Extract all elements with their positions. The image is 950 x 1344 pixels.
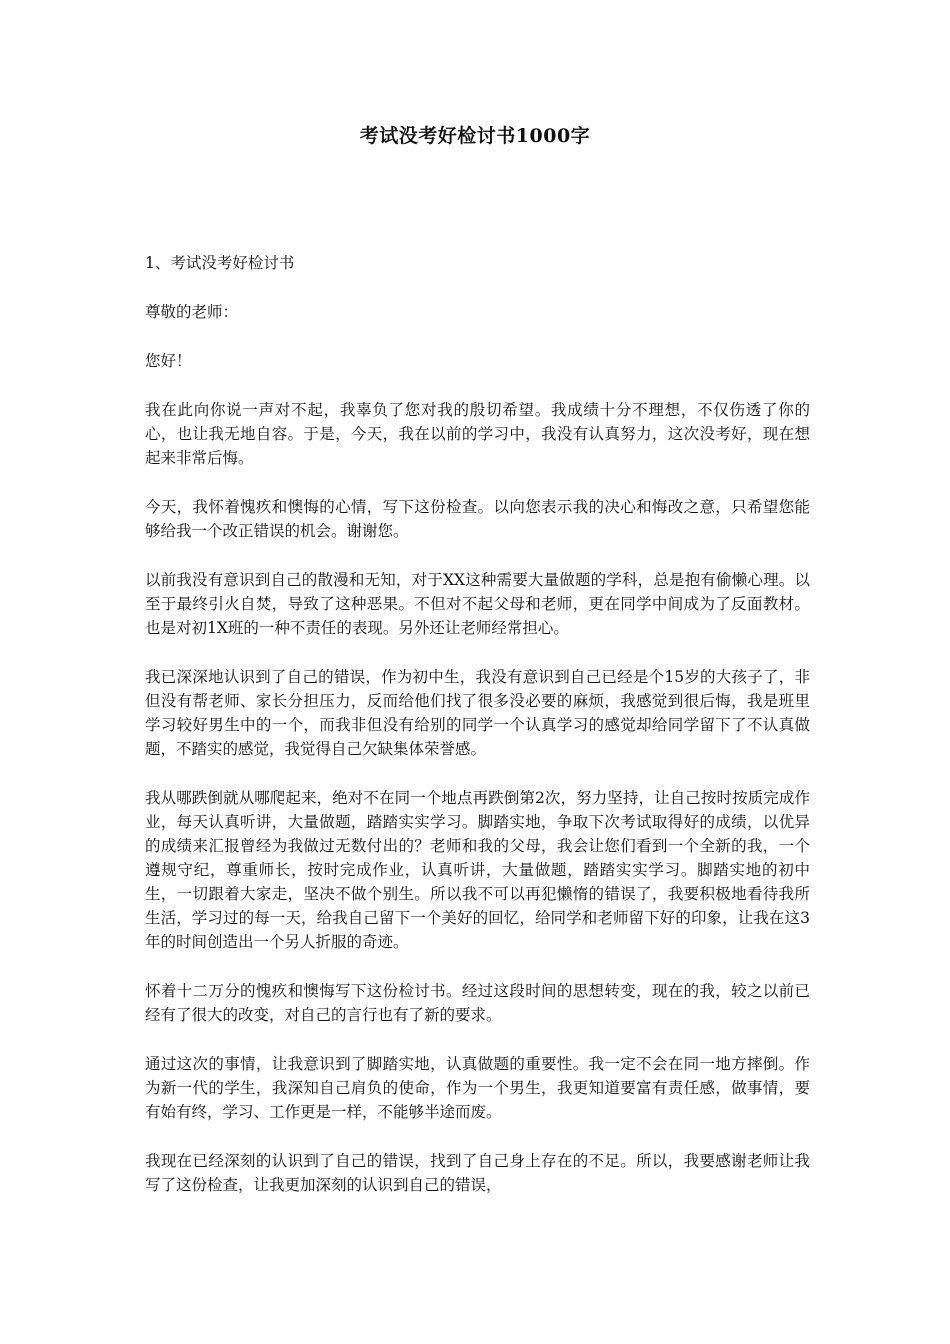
body-paragraph: 我从哪跌倒就从哪爬起来，绝对不在同一个地点再跌倒第2次，努力坚持，让自己按时按质完成作业，每天认真听讲，大量做题，踏踏实实学习。脚踏实地，争取下次考试取得好的成绩，以优异的成绩来汇报曾经为我做过无数付出的？老师和我的父母，我会让您们看到一个全新的我，一个遵规守纪，尊重师长，按时完成作业，认真听讲，大量做题，踏踏实实学习。脚踏实地的初中生，一切跟着大家走，坚决不做个别生。所以我不可以再犯懒惰的错误了，我要积极地看待我所生活，学习过的每一天，给我自己留下一个美好的回忆，给同学和老师留下好的印象，让我在这3年的时间创造出一个另人折服的奇迹。 <box>145 789 810 951</box>
body-paragraph: 我现在已经深刻的认识到了自己的错误，找到了自己身上存在的不足。所以，我要感谢老师让我写了这份检查，让我更加深刻的认识到自己的错误， <box>145 1152 810 1194</box>
document-body <box>145 251 810 1222</box>
document-title: 考试没考好检讨书1000字 <box>359 125 591 147</box>
greeting: 您好！ <box>145 352 192 370</box>
body-paragraph: 我已深深地认识到了自己的错误，作为初中生，我没有意识到自己已经是个15岁的大孩子了，非但没有帮老师、家长分担压力，反而给他们找了很多没必要的麻烦，我感觉到很后悔，我是班里学习较好男生中的一个，而我非但没有给别的同学一个认真学习的感觉却给同学留下了不认真做题，不踏实的感觉，我觉得自己欠缺集体荣誉感。 <box>145 668 810 758</box>
body-paragraph: 怀着十二万分的愧疚和懊悔写下这份检讨书。经过这段时间的思想转变，现在的我，较之以前已经有了很大的改变，对自己的言行也有了新的要求。 <box>145 982 810 1024</box>
body-paragraph: 以前我没有意识到自己的散漫和无知，对于XX这种需要大量做题的学科，总是抱有偷懒心理。以至于最终引火自焚，导致了这种恶果。不但对不起父母和老师，更在同学中间成为了反面教材。也是对初1X班的一种不责任的表现。另外还让老师经常担心。 <box>145 571 810 637</box>
salutation: 尊敬的老师： <box>145 303 239 321</box>
body-paragraph: 我在此向你说一声对不起，我辜负了您对我的殷切希望。我成绩十分不理想，不仅伤透了你的心，也让我无地自容。于是，今天，我在以前的学习中，我没有认真努力，这次没考好，现在想起来非常后悔。 <box>145 401 810 467</box>
body-paragraph: 今天，我怀着愧疚和懊悔的心情，写下这份检查。以向您表示我的决心和悔改之意，只希望您能够给我一个改正错误的机会。谢谢您。 <box>145 498 810 540</box>
body-paragraph: 通过这次的事情，让我意识到了脚踏实地，认真做题的重要性。我一定不会在同一地方摔倒。作为新一代的学生，我深知自己肩负的使命，作为一个男生，我更知道要富有责任感，做事情，要有始有终，学习、工作更是一样，不能够半途而废。 <box>145 1055 810 1121</box>
section-heading: 1、考试没考好检讨书 <box>145 254 295 272</box>
